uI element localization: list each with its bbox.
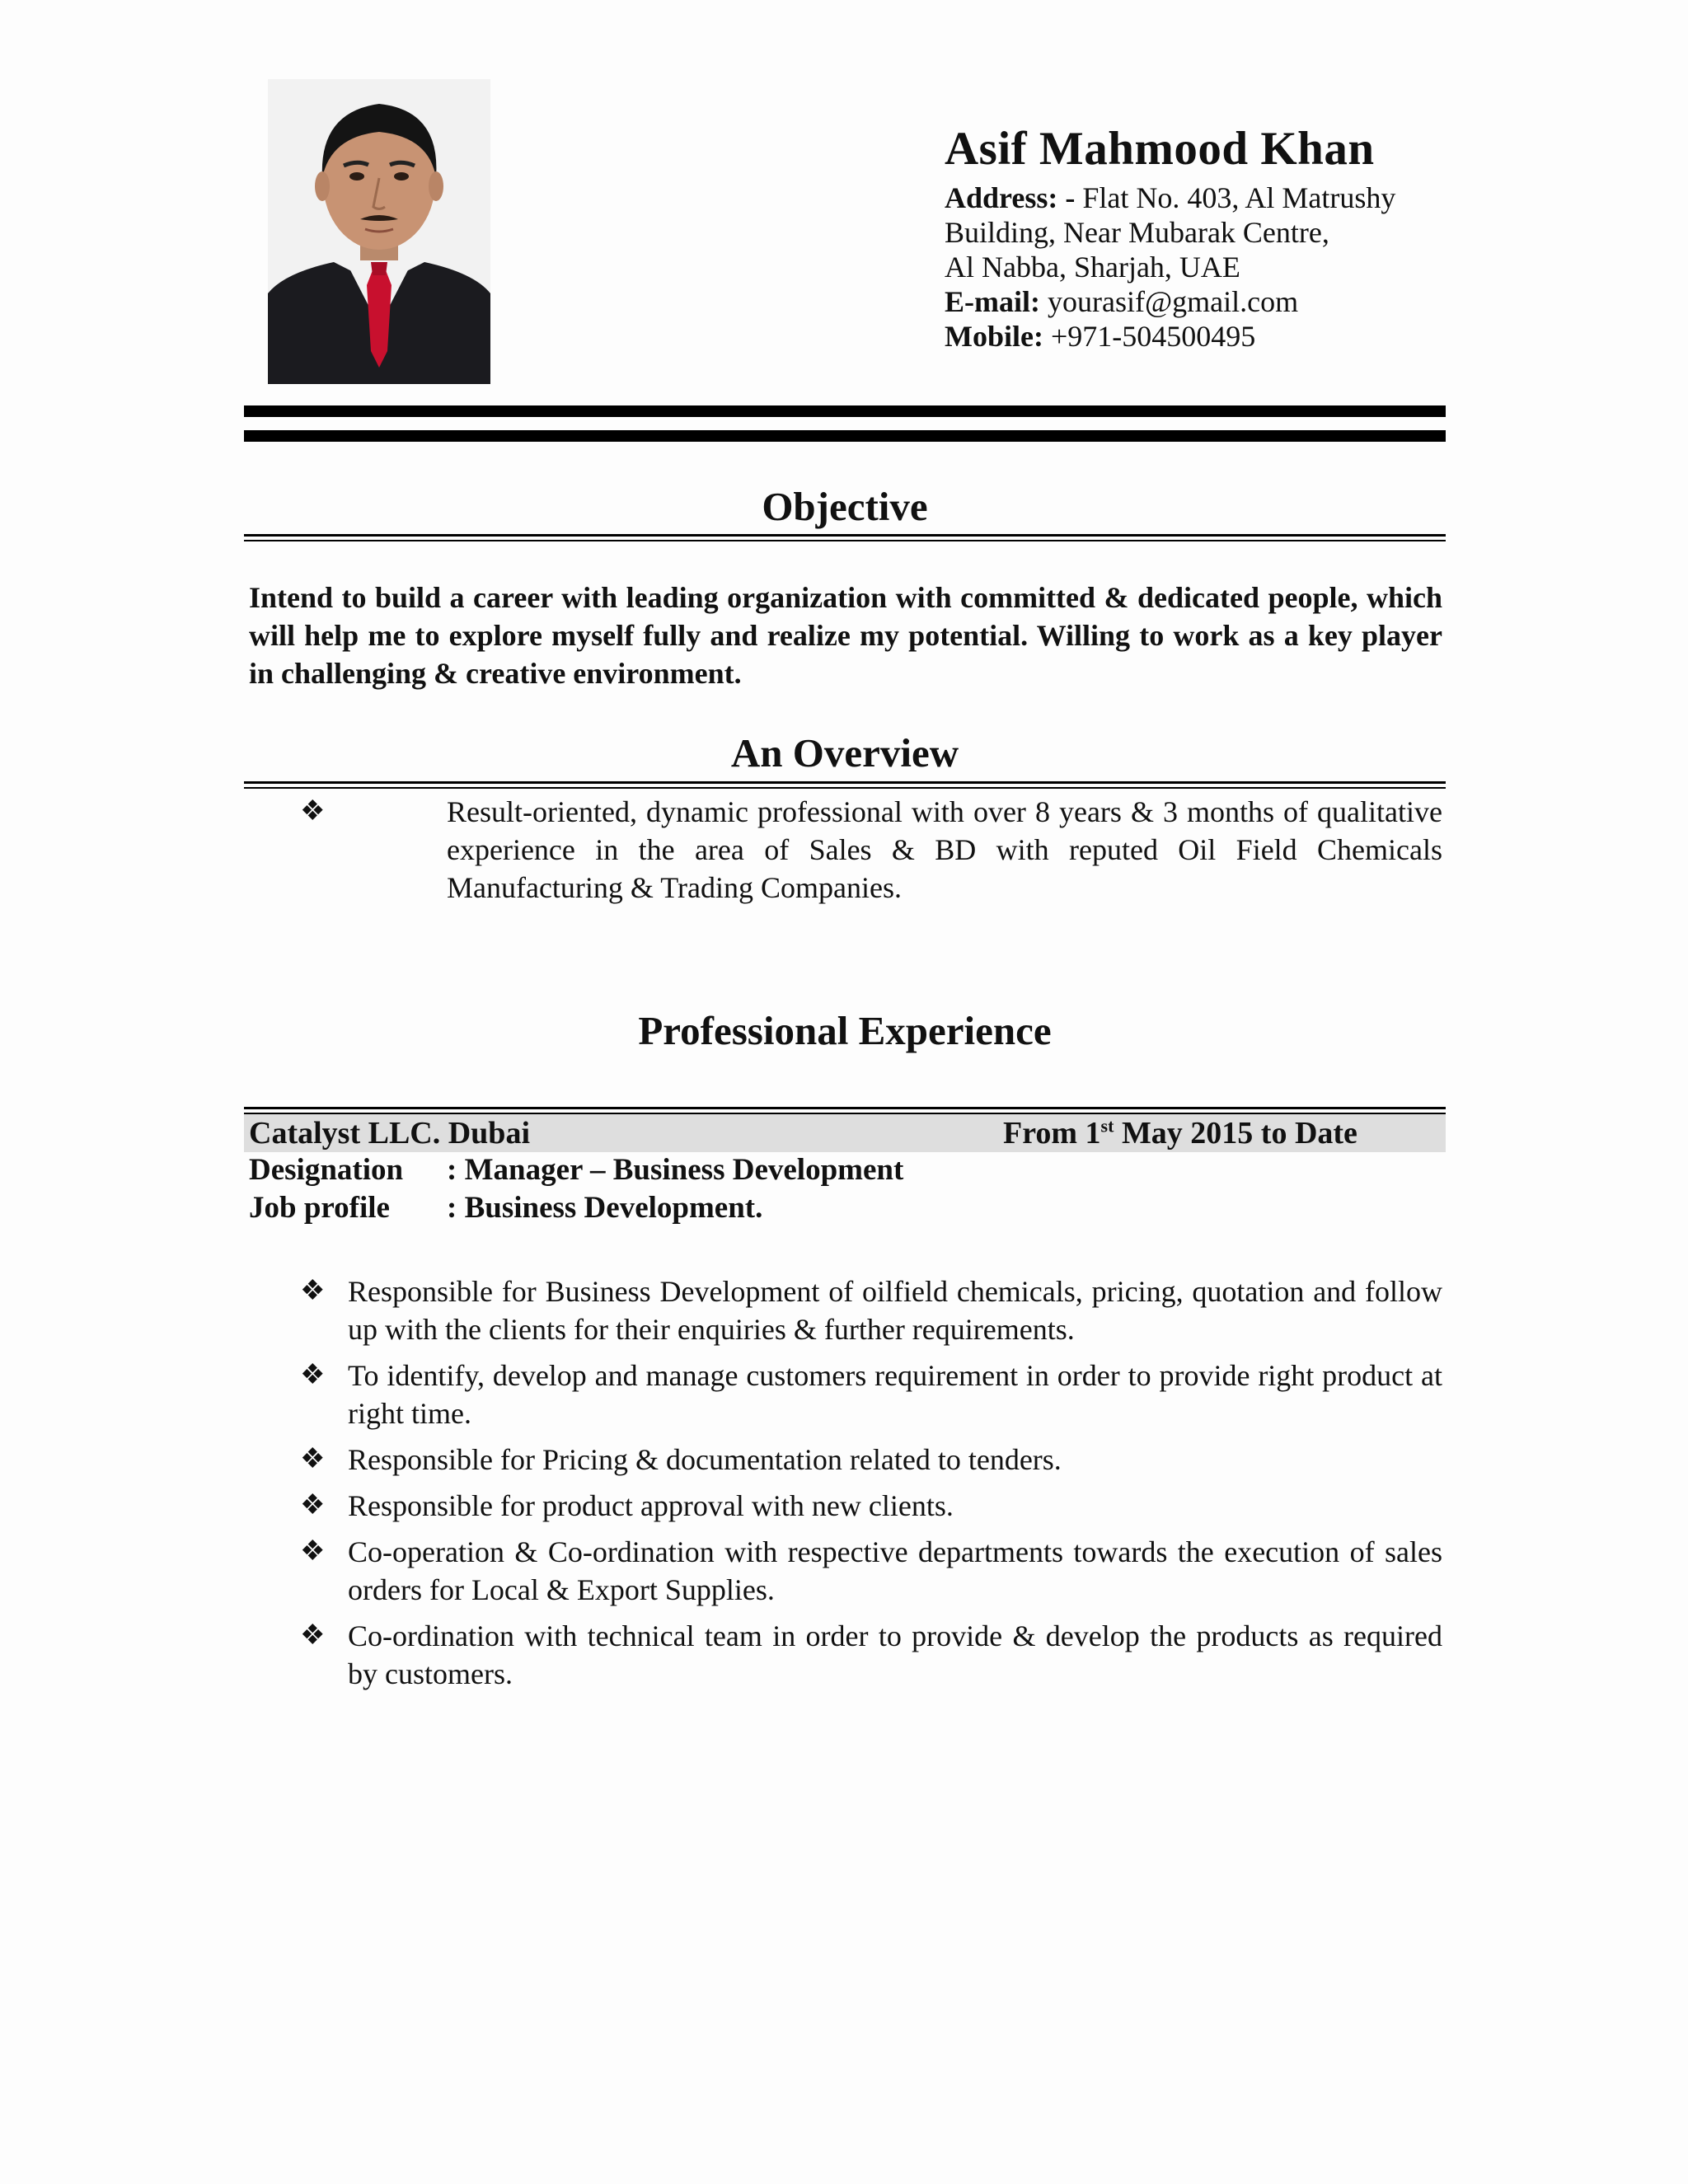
duty-text: Responsible for Pricing & documentation related to tenders. — [348, 1443, 1062, 1476]
employment-period — [1003, 1114, 1357, 1152]
designation-value: : Manager – Business Development — [447, 1153, 904, 1187]
job-profile-row — [249, 1189, 762, 1227]
objective-divider — [244, 534, 1446, 541]
experience-heading: Professional Experience — [638, 1008, 1052, 1053]
overview-item — [249, 793, 1442, 907]
diamond-bullet-icon: ❖ — [300, 1490, 326, 1521]
duty-text: To identify, develop and manage customers requirement in order to provide right product at right time. — [348, 1359, 1442, 1430]
candidate-name: Asif Mahmood Khan — [945, 123, 1375, 175]
address-label: Address: - — [945, 180, 1076, 214]
period-ordinal: st — [1100, 1115, 1114, 1137]
objective-text: Intend to build a career with leading organization with committed & dedicated people, which will help me to explore myself fully and realize my potential. Willing to work as a key player in challenging & creative environment. — [249, 581, 1442, 690]
mobile-value: +971-504500495 — [1050, 319, 1256, 353]
overview-item-text: Result-oriented, dynamic professional with over 8 years & 3 months of qualitative experience in the area of Sales & BD with reputed Oil Field Chemicals Manufacturing & Trading Companies. — [447, 795, 1442, 904]
diamond-bullet-icon: ❖ — [300, 1620, 326, 1651]
list-item — [249, 1487, 1442, 1525]
objective-heading: Objective — [762, 484, 928, 529]
header-divider-top — [244, 405, 1446, 417]
duty-text: Co-operation & Co-ordination with respective departments towards the execution of sales orders for Local & Export Supplies. — [348, 1535, 1442, 1606]
list-item — [249, 1617, 1442, 1693]
overview-heading: An Overview — [730, 730, 959, 776]
diamond-bullet-icon: ❖ — [300, 1360, 326, 1390]
designation-row — [249, 1151, 903, 1189]
contact-header — [945, 124, 1538, 354]
email-value[interactable]: yourasif@gmail.com — [1047, 284, 1299, 318]
designation-label: Designation — [249, 1153, 404, 1187]
header-divider-bottom — [244, 430, 1446, 442]
list-item — [249, 1441, 1442, 1479]
mobile-line — [945, 319, 1538, 354]
mobile-label: Mobile: — [945, 319, 1043, 353]
job-profile-value: : Business Development. — [447, 1191, 763, 1225]
diamond-bullet-icon: ❖ — [300, 796, 326, 827]
diamond-bullet-icon: ❖ — [300, 1276, 326, 1306]
company-name: Catalyst LLC. Dubai — [249, 1116, 530, 1151]
diamond-bullet-icon: ❖ — [300, 1536, 326, 1567]
experience-company-bar — [244, 1114, 1446, 1152]
diamond-bullet-icon: ❖ — [300, 1444, 326, 1474]
address-line-2: Building, Near Mubarak Centre, — [945, 215, 1329, 249]
duties-list — [249, 1272, 1442, 1701]
duty-text: Responsible for Business Development of oilfield chemicals, pricing, quotation and follow up with the clients for their enquiries & further requirements. — [348, 1275, 1442, 1346]
profile-photo — [268, 79, 490, 384]
list-item — [249, 1272, 1442, 1348]
duty-text: Responsible for product approval with new clients. — [348, 1489, 954, 1522]
period-prefix: From 1 — [1003, 1116, 1101, 1151]
list-item — [249, 1357, 1442, 1432]
overview-divider — [244, 781, 1446, 789]
experience-divider — [244, 1107, 1446, 1114]
period-suffix: May 2015 to Date — [1114, 1116, 1357, 1151]
address-line-3: Al Nabba, Sharjah, UAE — [945, 250, 1240, 284]
email-label: E-mail: — [945, 284, 1040, 318]
duty-text: Co-ordination with technical team in order to provide & develop the products as required by customers. — [348, 1619, 1442, 1690]
job-profile-label: Job profile — [249, 1191, 390, 1225]
address-line-1 — [945, 180, 1538, 215]
address-value-1: Flat No. 403, Al Matrushy — [1082, 180, 1396, 214]
email-line — [945, 284, 1538, 319]
list-item — [249, 1533, 1442, 1609]
